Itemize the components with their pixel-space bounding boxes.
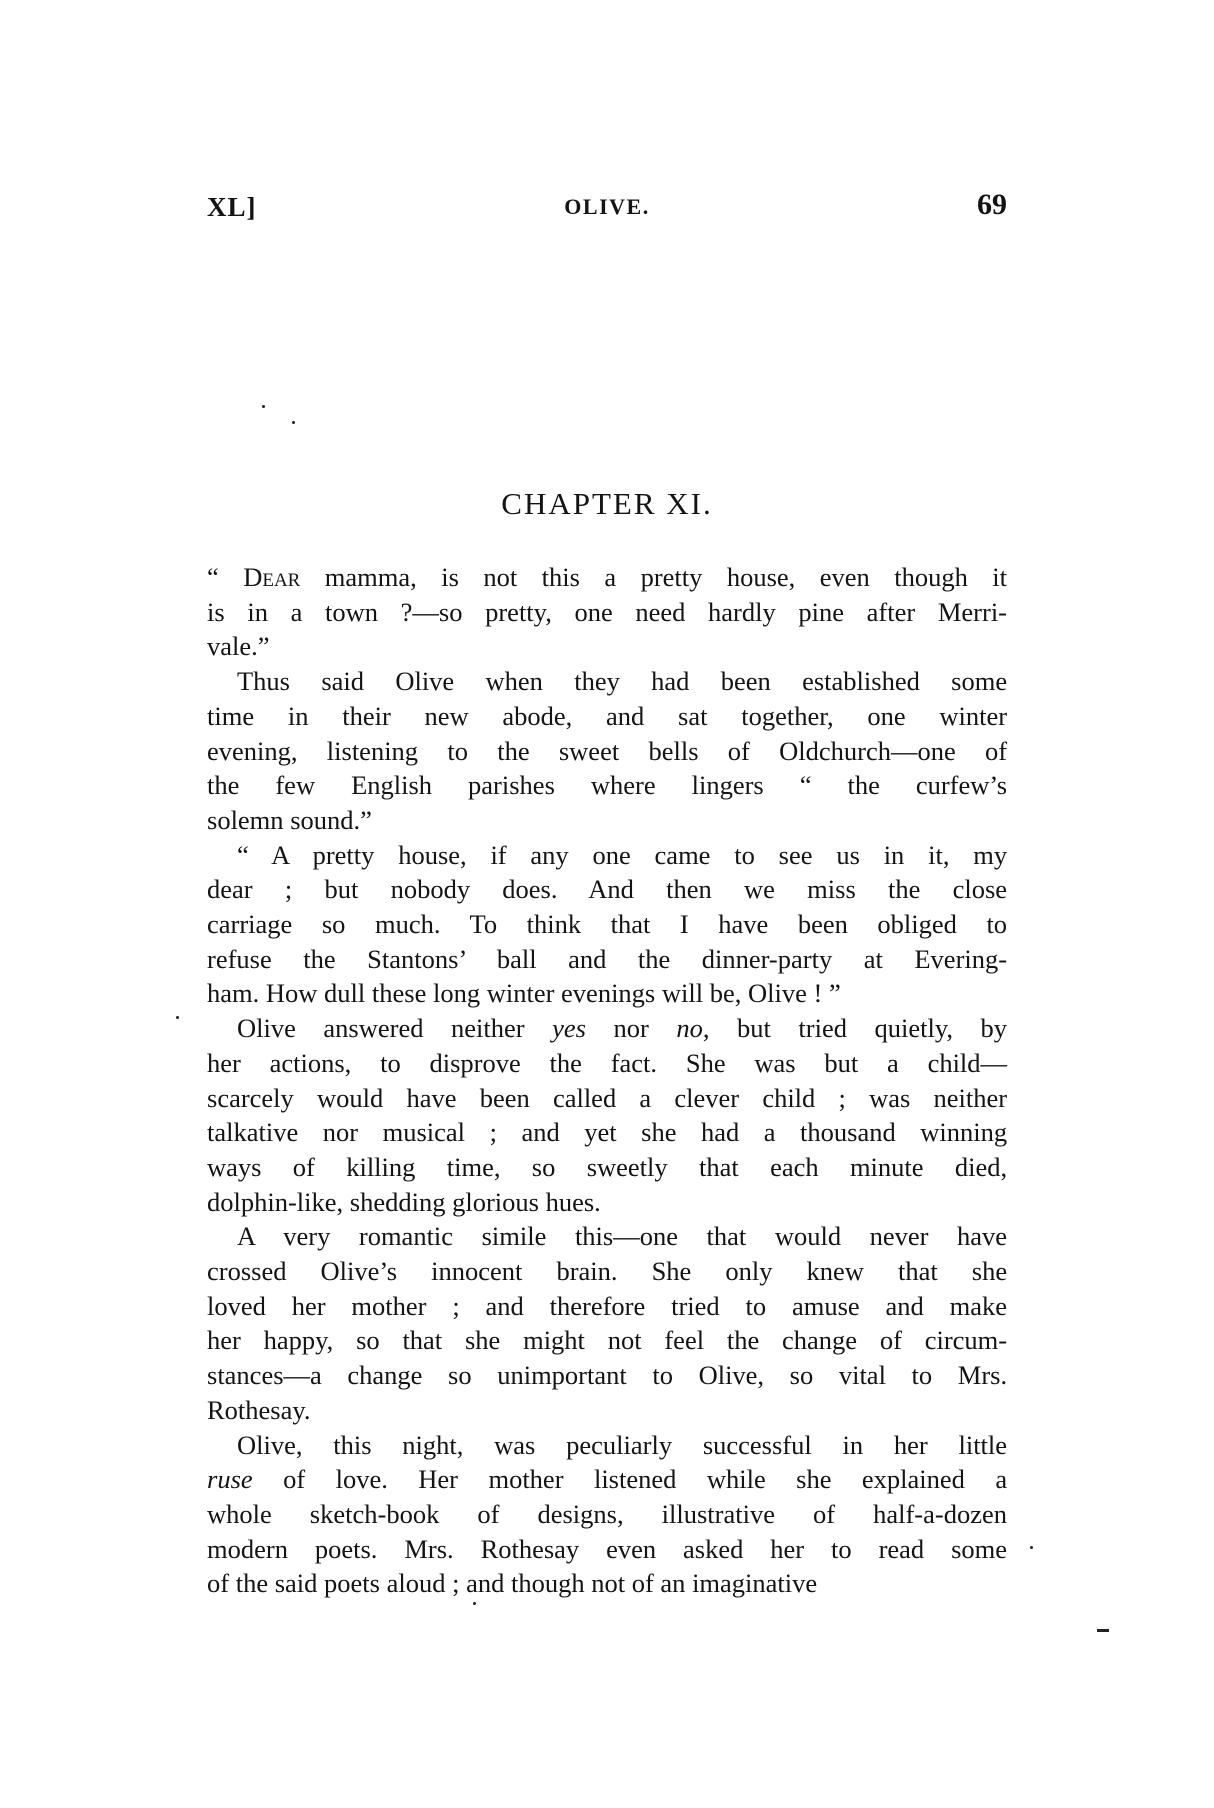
text-line: “ Dear mamma, is not this a pretty house, even though it	[207, 562, 1007, 592]
paragraph	[207, 560, 1007, 664]
text-line: Rothesay.	[207, 1394, 311, 1425]
text-line: refuse the Stantons’ ball and the dinner-party at Evering-	[207, 943, 1008, 974]
print-speck	[1030, 1546, 1033, 1549]
text-line: ruse of love. Her mother listened while she explained a	[207, 1464, 1008, 1495]
text-line: solemn sound.”	[207, 804, 372, 835]
chapter-title: CHAPTER XI.	[501, 486, 713, 521]
text-line: Olive, this night, was peculiarly successful in her little	[237, 1429, 1008, 1460]
running-head-section: XL]	[207, 192, 257, 222]
page-number: 69	[977, 188, 1007, 221]
print-speck	[262, 405, 265, 408]
text-line: is in a town ?—so pretty, one need hardly pine after Merri-	[207, 596, 1008, 627]
text-line: her happy, so that she might not feel the change of circum-	[207, 1325, 1008, 1356]
text-line: vale.”	[207, 631, 270, 662]
text-line: whole sketch-book of designs, illustrative of half-a-dozen	[207, 1498, 1007, 1529]
text-line: carriage so much. To think that I have been obliged to	[207, 909, 1008, 940]
paragraph	[207, 1219, 1007, 1427]
text-line: evening, listening to the sweet bells of Oldchurch—one of	[207, 735, 1008, 766]
text-line: loved her mother ; and therefore tried to amuse and make	[207, 1290, 1008, 1321]
text-line: Thus said Olive when they had been established some	[237, 666, 1008, 697]
text-line: stances—a change so unimportant to Olive, so vital to Mrs.	[207, 1360, 1008, 1391]
text-line: Olive answered neither yes nor no, but tried quietly, by	[237, 1013, 1008, 1044]
paragraph	[207, 1011, 1007, 1219]
body-text	[207, 560, 1007, 1601]
text-line: dear ; but nobody does. And then we miss the close	[207, 874, 1008, 905]
text-line: ham. How dull these long winter evenings will be, Olive ! ”	[207, 978, 841, 1009]
text-line: ways of killing time, so sweetly that each minute died,	[207, 1151, 1008, 1182]
text-line: dolphin-like, shedding glorious hues.	[207, 1186, 601, 1217]
text-line: modern poets. Mrs. Rothesay even asked her to read some	[207, 1533, 1008, 1564]
print-speck	[176, 1016, 179, 1019]
paragraph	[207, 1428, 1007, 1602]
text-line: the few English parishes where lingers “ the curfew’s	[207, 770, 1008, 801]
text-line: “ A pretty house, if any one came to see us in it, my	[237, 839, 1008, 870]
running-head	[207, 188, 1007, 228]
text-line: crossed Olive’s innocent brain. She only knew that she	[207, 1256, 1008, 1287]
text-line: talkative nor musical ; and yet she had a thousand winning	[207, 1117, 1008, 1148]
text-line: A very romantic simile this—one that would never have	[237, 1221, 1008, 1252]
print-speck	[292, 421, 295, 424]
text-line: of the said poets aloud ; and though not of an imaginative	[207, 1568, 818, 1599]
paragraph	[207, 838, 1007, 1012]
text-line: time in their new abode, and sat together, one winter	[207, 700, 1008, 731]
paragraph	[207, 664, 1007, 838]
running-head-title: OLIVE.	[564, 194, 650, 219]
text-line: scarcely would have been called a clever child ; was neither	[207, 1082, 1008, 1113]
print-mark	[1097, 1629, 1109, 1632]
print-speck	[473, 1602, 476, 1605]
text-line: her actions, to disprove the fact. She was but a child—	[207, 1047, 1008, 1078]
